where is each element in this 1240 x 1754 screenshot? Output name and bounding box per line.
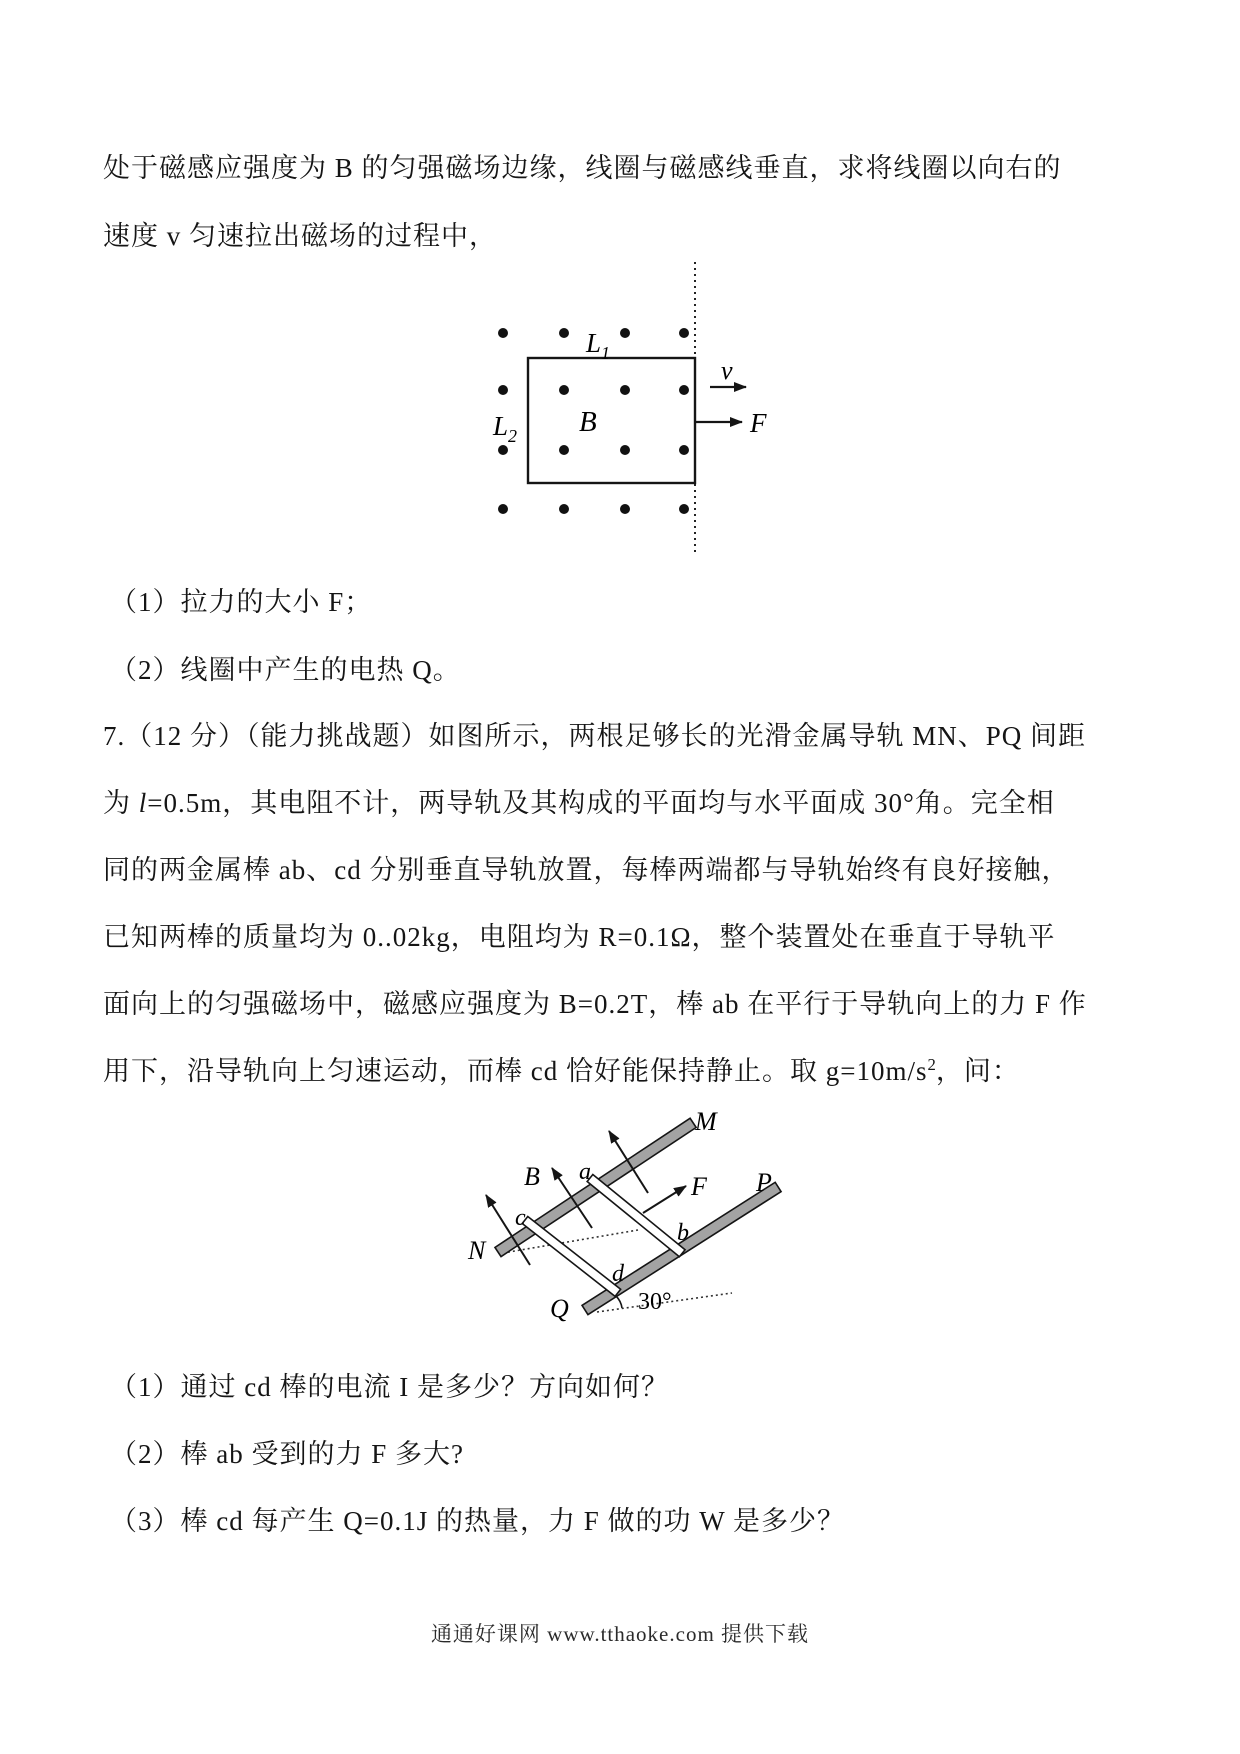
intro-line-1: 处于磁感应强度为 B 的匀强磁场边缘，线圈与磁感线垂直，求将线圈以向右的 (103, 153, 1062, 183)
bar-cd (522, 1216, 620, 1296)
label-a: a (579, 1159, 591, 1185)
intro-line-2: 速度 v 匀速拉出磁场的过程中， (103, 221, 497, 251)
label-b: b (677, 1220, 689, 1246)
q7-line6-pre: 用下，沿导轨向上匀速运动，而棒 cd 恰好能保持静止。取 g=10m/s (103, 1056, 928, 1086)
footer-site-credit: 通通好课网 www.tthaoke.com 提供下载 (430, 1622, 810, 1646)
q6-item-1: （1）拉力的大小 F； (110, 587, 373, 617)
q7-item-3: （3）棒 cd 每产生 Q=0.1J 的热量，力 F 做的功 W 是多少？ (110, 1506, 845, 1536)
label-Q: Q (550, 1294, 569, 1323)
q7-line-4: 已知两棒的质量均为 0..02kg，电阻均为 R=0.1Ω，整个装置处在垂直于导轨平 (103, 922, 1056, 952)
label-L1: $L_1$ (586, 328, 611, 363)
label-B: B (579, 406, 597, 438)
q7-item-1: （1）通过 cd 棒的电流 I 是多少？方向如何？ (110, 1372, 669, 1402)
label-M: M (695, 1107, 717, 1136)
coil-rectangle (528, 358, 695, 483)
angle-arc (616, 1296, 622, 1308)
q7-item-2: （2）棒 ab 受到的力 F 多大? (110, 1439, 464, 1469)
label-N: N (468, 1236, 486, 1265)
label-B2: B (524, 1162, 540, 1191)
q7-line2-post: =0.5m，其电阻不计，两导轨及其构成的平面均与水平面成 30°角。完全相 (147, 788, 1055, 818)
label-v: v (721, 356, 733, 385)
bar-ab (587, 1175, 685, 1257)
label-F2: F (691, 1172, 707, 1201)
coil-field-diagram (440, 258, 780, 558)
figure-inclined-rails (430, 1085, 800, 1335)
label-angle-30: 30° (638, 1289, 672, 1315)
q7-line-6 (103, 1049, 1020, 1088)
label-F: F (750, 408, 767, 438)
label-c: c (515, 1205, 526, 1231)
label-L2: $L_2$ (493, 411, 518, 446)
q7-line-1: 7.（12 分）（能力挑战题）如图所示，两根足够长的光滑金属导轨 MN、PQ 间距 (103, 721, 1087, 751)
q7-line2-pre: 为 (103, 788, 139, 818)
q7-line-3: 同的两金属棒 ab、cd 分别垂直导轨放置，每棒两端都与导轨始终有良好接触， (103, 855, 1070, 885)
label-P: P (756, 1168, 772, 1197)
inclined-rails-diagram (430, 1085, 800, 1330)
q7-line-2 (103, 781, 1055, 820)
q6-item-2: （2）线圈中产生的电热 Q。 (110, 655, 461, 685)
q7-line6-post: ，问： (935, 1056, 1020, 1086)
applied-force-arrow (643, 1186, 686, 1213)
squared-superscript: 2 (927, 1055, 936, 1074)
length-variable: l (138, 788, 148, 818)
label-d: d (612, 1261, 624, 1287)
figure-coil-field (440, 258, 780, 563)
q7-line-5: 面向上的匀强磁场中，磁感应强度为 B=0.2T，棒 ab 在平行于导轨向上的力 F 作 (103, 989, 1087, 1019)
